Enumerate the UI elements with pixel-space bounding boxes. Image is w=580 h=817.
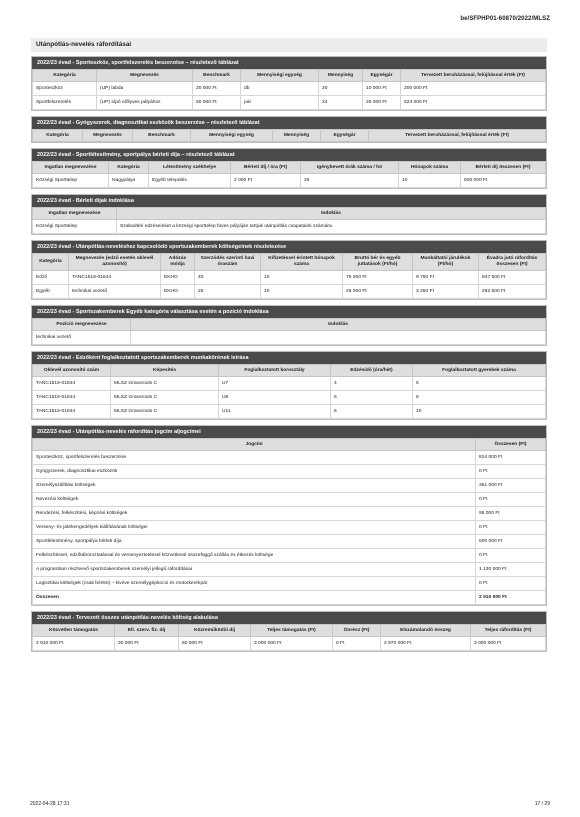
table-cell: 824 000 Ft [476, 451, 546, 465]
table-cell: technikai vezető [69, 285, 161, 299]
column-header: Indoklás [117, 208, 546, 220]
table-cell: 2 970 000 Ft [381, 637, 471, 651]
table-cell: TANC1518-01844 [33, 391, 111, 405]
table-cell: Verseny- és játékengedélyek kiállításának költségei [33, 521, 476, 535]
column-header: Képesítés [111, 365, 219, 377]
table-header-row [33, 70, 546, 82]
table-cell: 200 000 Ft [401, 82, 546, 96]
total-label: Összesen [33, 591, 476, 605]
table-cell: Községi Sporttelep [33, 220, 117, 234]
staff-costs-table [32, 253, 546, 299]
column-header: Ell. szerv. fiz. díj [115, 625, 179, 637]
section-staff-costs [31, 240, 547, 300]
column-header: Összesen (Ft) [476, 439, 546, 451]
table-cell: 6 [413, 377, 546, 391]
footer-timestamp: 2022-04-28 17:31 [30, 801, 70, 807]
section-equipment [31, 56, 547, 111]
column-header: Benchmark [133, 130, 191, 142]
table-cell: 30 000 Ft [115, 637, 179, 651]
table-cell: 3 000 000 Ft [251, 637, 333, 651]
table-cell: 8 [413, 391, 546, 405]
table-cell: Szabadtéri edzéseinket a községi sporttelep füves pályáján tartjuk utánpótlás csapataink számára. [117, 220, 546, 234]
table-cell: 6 [331, 391, 413, 405]
position-justification-table [32, 318, 546, 345]
table-cell: 60 000 Ft [179, 637, 251, 651]
table-cell: MLSZ Grassroots C [111, 377, 219, 391]
table-cell: 40 [195, 271, 261, 285]
document-page [31, 38, 547, 657]
table-row [33, 82, 546, 96]
table-cell: Egyéb [33, 285, 69, 299]
table-cell: EKHO [161, 271, 195, 285]
rent-justification-table [32, 207, 546, 234]
column-header: Megnevezés [83, 130, 133, 142]
table-row [33, 535, 546, 549]
table-row [33, 285, 546, 299]
table-header-row [33, 439, 546, 451]
column-header: Indoklás [131, 319, 546, 331]
column-header: Kategória [33, 70, 97, 82]
column-header: Igénybevett órák száma / hó [301, 162, 399, 174]
column-header: Megnevezés (edző esetén oklevél azonosító) [69, 254, 161, 271]
table-header-row [33, 130, 546, 142]
table-cell [131, 331, 546, 345]
table-cell: A programban résztvevő sportszakemberek személyi jellegű ráfordításai [33, 563, 476, 577]
table-cell: U7 [219, 377, 331, 391]
table-cell: 2 910 000 Ft [33, 637, 115, 651]
table-cell: 3 000 000 Ft [471, 637, 546, 651]
table-cell: 10 000 Ft [363, 82, 401, 96]
table-cell: pár [241, 96, 319, 110]
column-header: Mennyiség [319, 70, 363, 82]
table-row [33, 637, 546, 651]
column-header: Kategória [33, 254, 69, 271]
table-cell: 26 000 Ft [363, 96, 401, 110]
total-value: 2 910 000 Ft [476, 591, 546, 605]
table-cell: TANC1518-01844 [33, 405, 111, 419]
column-header: Létesítmény székhelye [149, 162, 231, 174]
table-cell: EKHO [161, 285, 195, 299]
section-title: 2022/23 évad - Sporteszköz, sportfelszerelés beszerzése – részletező táblázat [32, 57, 546, 69]
table-cell: 6 [331, 405, 413, 419]
table-cell: 24 [319, 96, 363, 110]
table-row [33, 391, 546, 405]
section-title: 2022/23 évad - Utánpótlás-nevelés ráfordítás jogcím aljogcímei [32, 426, 546, 438]
table-cell: (UP) labda [97, 82, 193, 96]
column-header: Mennyiség [273, 130, 321, 142]
table-row [33, 220, 546, 234]
page-title: Utánpótlás-nevelés ráfordításai [31, 38, 547, 52]
section-subcategories [31, 425, 547, 606]
column-header: Tervezett beruházással, felújítással érték (Ft) [401, 70, 546, 82]
coach-duties-table [32, 364, 546, 419]
table-cell: 0 Ft [476, 493, 546, 507]
equipment-table [32, 69, 546, 110]
table-cell: TANC1518-01844 [33, 377, 111, 391]
table-cell: 1 130 000 Ft [476, 563, 546, 577]
total-row [33, 591, 546, 605]
table-cell: 2 000 Ft [231, 174, 301, 188]
table-cell: 500 000 Ft [461, 174, 546, 188]
section-title: 2022/23 évad - Bérleti díjak indoklása [32, 195, 546, 207]
document-id: be/SFPHP01-60870/2022/MLSZ [460, 16, 550, 22]
column-header: Bérleti díj összesen (Ft) [461, 162, 546, 174]
table-row [33, 563, 546, 577]
table-header-row [33, 319, 546, 331]
column-header: Munkáltatói járulékok (Ft/hó) [413, 254, 479, 271]
table-row [33, 465, 546, 479]
column-header: Bruttó bér és egyéb juttatások (Ft/hó) [343, 254, 413, 271]
column-header: Egységár [363, 70, 401, 82]
table-cell: 0 Ft [476, 549, 546, 563]
table-cell: Edző [33, 271, 69, 285]
column-header: Oklevél azonosító szám [33, 365, 111, 377]
table-cell: 9 750 Ft [413, 271, 479, 285]
section-position-justification [31, 305, 547, 346]
column-header: Pozíció megnevezése [33, 319, 131, 331]
column-header: Ingatlan megnevezése [33, 208, 117, 220]
column-header: Kategória [109, 162, 149, 174]
table-cell: 25 [195, 285, 261, 299]
medical-table [32, 129, 546, 142]
table-cell: 20 [319, 82, 363, 96]
table-header-row [33, 365, 546, 377]
table-cell: 20 000 Ft [193, 82, 241, 96]
column-header: Kategória [33, 130, 83, 142]
table-row [33, 493, 546, 507]
column-header: Edzésidő (óra/hét) [331, 365, 413, 377]
table-cell: 847 500 Ft [479, 271, 546, 285]
table-cell: 624 000 Ft [401, 96, 546, 110]
table-header-row [33, 162, 546, 174]
table-row [33, 331, 546, 345]
table-cell: Felkészítéssel, edzőtáboroztatással és versenyeztetéssel közvetlenül összefüggő szállás és étkezés költsége [33, 549, 476, 563]
column-header: Bérleti díj / óra (Ft) [231, 162, 301, 174]
footer-page-number: 17 / 29 [534, 801, 550, 807]
table-cell: Logisztikai költségek (csak bérleti) – kivéve személygépkocsi és motorkerékpár [33, 577, 476, 591]
column-header: Egységár [321, 130, 369, 142]
column-header: Foglalkoztatott korosztály [219, 365, 331, 377]
table-cell: 10 [261, 271, 343, 285]
table-cell: 10 [413, 405, 546, 419]
table-cell: 361 000 Ft [476, 479, 546, 493]
table-cell: Sporteszköz, sportfelszerelés beszerzése [33, 451, 476, 465]
table-cell: 95 000 Ft [476, 507, 546, 521]
column-header: Mennyiségi egység [191, 130, 273, 142]
table-cell: U9 [219, 391, 331, 405]
table-cell: Sportlétesítmény, sportpálya bérleti díja [33, 535, 476, 549]
section-title: 2022/23 évad - Sportszakemberek Egyéb kategória választása esetén a pozíció indoklása [32, 306, 546, 318]
table-cell: 0 Ft [333, 637, 381, 651]
section-title: 2022/23 évad - Gyógyszerek, diagnosztikai eszközök beszerzése – részletező táblázat [32, 117, 546, 129]
table-header-row [33, 625, 546, 637]
column-header: Szerződés szerinti havi óraszám [195, 254, 261, 271]
column-header: Foglalkoztatott gyerekek száma [413, 365, 546, 377]
section-medical [31, 116, 547, 143]
table-cell: Nevezési költségek [33, 493, 476, 507]
table-row [33, 271, 546, 285]
column-header: Közreműködői díj [179, 625, 251, 637]
column-header: Évadra jutó ráfordítás összesen (Ft) [479, 254, 546, 271]
table-cell: MLSZ Grassroots C [111, 405, 219, 419]
column-header: Ingatlan megnevezése [33, 162, 109, 174]
table-row [33, 479, 546, 493]
table-cell: TANC1518-01844 [69, 271, 161, 285]
column-header: Teljes támogatás (Ft) [251, 625, 333, 637]
table-cell: 50 000 Ft [193, 96, 241, 110]
table-cell: U11 [219, 405, 331, 419]
table-cell: 500 000 Ft [476, 535, 546, 549]
table-cell: db [241, 82, 319, 96]
column-header: Hónapok száma [399, 162, 461, 174]
column-header: Közvetlen támogatás [33, 625, 115, 637]
table-row [33, 174, 546, 188]
table-cell: 282 500 Ft [479, 285, 546, 299]
table-row [33, 405, 546, 419]
table-cell: 0 Ft [476, 521, 546, 535]
subcategories-table [32, 438, 546, 605]
table-row [33, 377, 546, 391]
table-cell: 0 Ft [476, 465, 546, 479]
table-cell: 0 Ft [476, 577, 546, 591]
column-header: Tervezett beruházással, felújítással érték (Ft) [369, 130, 546, 142]
column-header: Benchmark [193, 70, 241, 82]
table-cell: Személyszállítási költségek [33, 479, 476, 493]
table-cell: technikai vezető [33, 331, 131, 345]
column-header: Elszámolandó összeg [381, 625, 471, 637]
table-header-row [33, 254, 546, 271]
table-cell: 75 000 Ft [343, 271, 413, 285]
facility-rent-table [32, 161, 546, 188]
table-row [33, 96, 546, 110]
table-cell: 10 [399, 174, 461, 188]
table-cell: Nagypálya [109, 174, 149, 188]
table-cell: Községi Sporttelep [33, 174, 109, 188]
section-coach-duties [31, 351, 547, 420]
column-header: Jogcím [33, 439, 476, 451]
planned-costs-table [32, 624, 546, 651]
table-cell: Egyéb település [149, 174, 231, 188]
table-cell: Rendezési, felkészítési, képzési költségek [33, 507, 476, 521]
section-facility-rent [31, 148, 547, 189]
section-title: 2022/23 évad - Utánpótlás-neveléshez kapcsolódó sportszakemberek költségeinek részletezése [32, 241, 546, 253]
table-header-row [33, 208, 546, 220]
section-title: 2022/23 évad - Sportlétesítmény, sportpálya bérleti díja – részletező táblázat [32, 149, 546, 161]
column-header: Adózás módja [161, 254, 195, 271]
table-cell: (UP) sípő előlyves pályához [97, 96, 193, 110]
column-header: Mennyiségi egység [241, 70, 319, 82]
table-cell: Gyógyszerek, diagnosztikai eszközök [33, 465, 476, 479]
table-cell: 10 [261, 285, 343, 299]
table-cell: MLSZ Grassroots C [111, 391, 219, 405]
section-title: 2022/23 évad - Tervezett összes utánpótlás-nevelés költség alakulása [32, 612, 546, 624]
table-cell: 3 250 Ft [413, 285, 479, 299]
table-cell: 4 [331, 377, 413, 391]
section-title: 2022/23 évad - Edzőként foglalkoztatott sportszakemberek munkakörének leírása [32, 352, 546, 364]
table-cell: 25 [301, 174, 399, 188]
table-row [33, 521, 546, 535]
column-header: Kifizetéssel érintett hónapok száma [261, 254, 343, 271]
table-cell: Sporteszköz [33, 82, 97, 96]
table-cell: Sportfelszerelés [33, 96, 97, 110]
column-header: Teljes ráfordítás (Ft) [471, 625, 546, 637]
table-cell: 25 000 Ft [343, 285, 413, 299]
column-header: Megnevezés [97, 70, 193, 82]
table-row [33, 549, 546, 563]
table-row [33, 451, 546, 465]
column-header: Önrész (Ft) [333, 625, 381, 637]
section-planned-costs [31, 611, 547, 652]
table-row [33, 577, 546, 591]
section-rent-justification [31, 194, 547, 235]
table-row [33, 507, 546, 521]
